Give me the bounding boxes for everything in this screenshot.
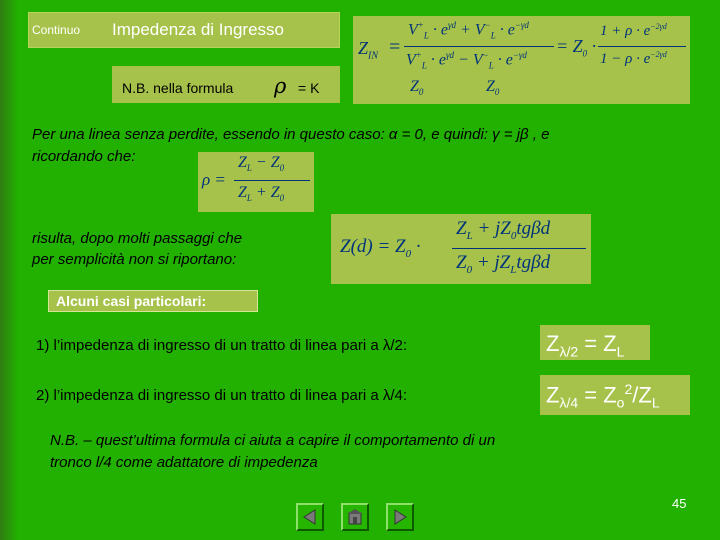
zd-lhs-sub: 0 <box>405 247 412 260</box>
zd-num: Z <box>456 218 467 239</box>
rho-den: Z <box>238 184 247 201</box>
left-accent-bar <box>0 0 18 540</box>
zin-den-z0-sub: 0 <box>418 87 424 98</box>
zin-exp-neg: e <box>507 21 515 39</box>
case-1-result-z: Z <box>546 331 560 356</box>
home-button[interactable] <box>341 503 369 531</box>
zin-fraction-bar <box>404 46 554 47</box>
note-equals: = K <box>298 80 320 96</box>
zd-den-tail: tgβd <box>516 252 551 273</box>
case-2-result-z: Z <box>546 382 560 408</box>
zin-den-v1-sub: L <box>421 60 427 71</box>
zin-frac2-den: 1 − ρ · e <box>600 51 651 67</box>
rho-symbol: ρ <box>274 74 287 98</box>
next-slide-button[interactable] <box>386 503 414 531</box>
result-line-2: per semplicità non si riportano: <box>32 251 237 268</box>
case-2-result <box>546 381 660 411</box>
title-prefix: Continuo <box>32 23 81 37</box>
zd-num-rest-sub: 0 <box>510 229 517 242</box>
zin-num2: V <box>474 21 485 39</box>
rho-num-rest-sub: 0 <box>279 163 285 174</box>
zin-den-z0b-sub: 0 <box>494 87 500 98</box>
previous-slide-button[interactable] <box>296 503 324 531</box>
zin-den-z0: Z <box>410 78 419 95</box>
page-number: 45 <box>672 496 687 511</box>
zin-rhs-dot: · <box>591 36 597 56</box>
zin-den-v1-sup: + <box>415 50 422 60</box>
zin-frac2-den-sup: −2γd <box>650 50 667 59</box>
case-1-result-rest: = Z <box>578 331 617 356</box>
zd-fraction-bar <box>452 248 586 249</box>
zin-den-v2-sup: − <box>482 50 489 60</box>
zd-den-rest: + jZ <box>472 252 511 273</box>
paragraph-line-1: Per una linea senza perdite, essendo in questo caso: α = 0, e quindi: γ = jβ , e <box>32 126 550 143</box>
zin-plus: + <box>460 21 471 39</box>
zd-den-rest-sub: L <box>510 263 517 276</box>
zin-den-exp-neg: e <box>505 51 513 69</box>
case-1-result-sub: λ/2 <box>559 343 579 360</box>
arrow-right-icon <box>390 507 410 527</box>
zin-den-exp-pos: e <box>438 51 446 69</box>
zin-den-z0b: Z <box>486 78 495 95</box>
zin-den-v1: V <box>406 51 416 69</box>
arrow-left-icon <box>300 507 320 527</box>
rho-den-rest: + Z <box>251 184 280 201</box>
zin-num1-sup: + <box>417 20 424 30</box>
zin-den-exp-pos-sup: γd <box>445 50 455 60</box>
zin-num2-sub: L <box>490 30 496 41</box>
zin-frac2-num: 1 + ρ · e <box>600 23 651 39</box>
zin-num1-sub: L <box>423 30 429 41</box>
zin-exp-pos: e <box>440 21 448 39</box>
zd-num-sub: L <box>466 229 473 242</box>
zin-frac2-bar <box>598 46 686 47</box>
zin-exp-pos-sup: γd <box>447 20 457 30</box>
zin-frac2-num-sup: −2γd <box>650 22 667 31</box>
zin-den-exp-neg-sup: −γd <box>512 50 527 60</box>
zd-den-sub: 0 <box>466 263 473 276</box>
rho-num-rest: − Z <box>251 154 280 171</box>
zin-lhs: Z <box>358 38 369 58</box>
paragraph-line-2: ricordando che: <box>32 148 136 165</box>
zd-den: Z <box>456 252 467 273</box>
rho-num: Z <box>238 154 247 171</box>
zd-num-tail: tgβd <box>516 218 551 239</box>
home-icon <box>345 507 365 527</box>
case-2-result-tail: /Z <box>632 382 652 408</box>
rho-lhs: ρ = <box>202 170 226 189</box>
case-1-text: 1) l’impedenza di ingresso di un tratto di linea pari a λ/2: <box>36 337 408 354</box>
zin-den-v2: V <box>472 51 483 69</box>
rho-den-rest-sub: 0 <box>279 193 285 204</box>
zin-exp-neg-sup: −γd <box>514 20 529 30</box>
note-text: N.B. nella formula <box>122 80 234 96</box>
zin-rhs-z: Z <box>572 36 583 56</box>
footnote-line-2: tronco l/4 come adattatore di impedenza <box>50 454 318 471</box>
zd-dot: · <box>415 236 421 257</box>
zin-num1: V <box>408 21 418 39</box>
cases-label: Alcuni casi particolari: <box>56 293 207 309</box>
case-2-result-tail-sub: L <box>651 394 660 411</box>
case-2-text: 2) l’impedenza di ingresso di un tratto di linea pari a λ/4: <box>36 387 408 404</box>
zd-lhs: Z(d) = Z <box>340 236 406 257</box>
rho-fraction-bar <box>234 180 310 181</box>
case-2-result-sup: 2 <box>624 381 633 397</box>
rho-num-sub: L <box>246 163 252 174</box>
zin-num2-sup: − <box>484 20 491 30</box>
zin-rhs-z-sub: 0 <box>582 48 588 59</box>
zin-den-v2-sub: L <box>488 60 494 71</box>
footnote-line-1: N.B. – quest’ultima formula ci aiuta a capire il comportamento di un <box>50 432 496 449</box>
case-2-result-sub: λ/4 <box>559 394 579 411</box>
case-1-result <box>546 331 624 359</box>
zin-lhs-sub: IN <box>368 50 379 62</box>
rho-den-sub: L <box>246 193 252 204</box>
zd-num-rest: + jZ <box>472 218 511 239</box>
case-2-result-rest: = Z <box>578 382 617 408</box>
result-line-1: risulta, dopo molti passaggi che <box>32 230 243 247</box>
page-title: Impedenza di Ingresso <box>112 20 284 39</box>
case-2-result-rest-sub: o <box>616 394 625 411</box>
case-1-result-rest-sub: L <box>616 343 625 360</box>
